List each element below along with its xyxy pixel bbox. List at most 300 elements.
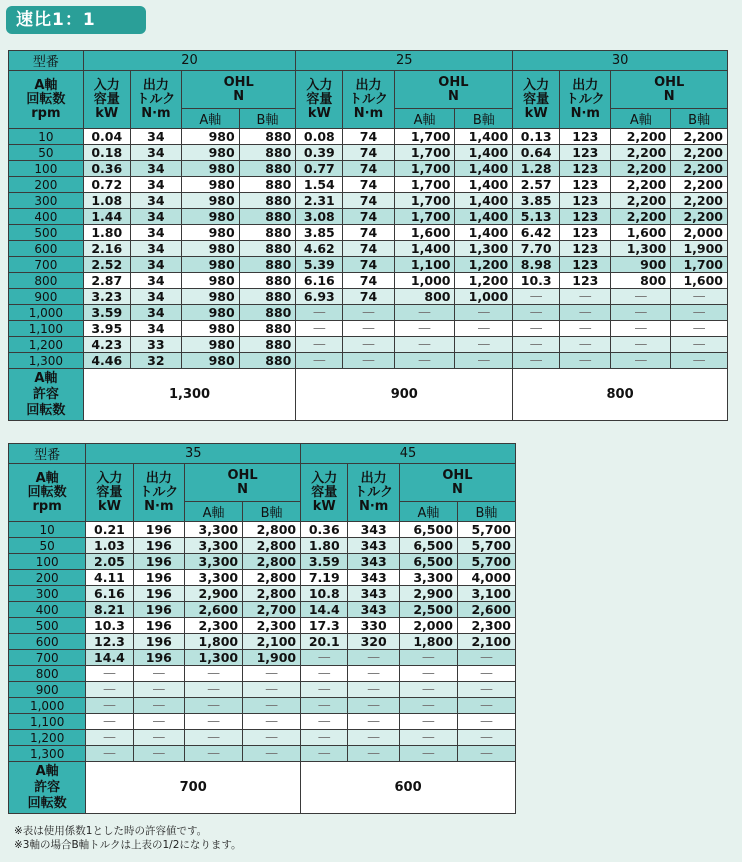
dash-cell: — (86, 698, 133, 714)
table-row (9, 554, 516, 570)
a-axis-header: A軸 (399, 502, 457, 522)
value-cell: 1,600 (611, 225, 671, 241)
a-axis-header: A軸 (611, 109, 671, 129)
value-cell: 6.16 (86, 586, 133, 602)
value-cell: 2.31 (296, 193, 343, 209)
value-cell: 1,900 (671, 241, 728, 257)
rpm-cell: 100 (9, 554, 86, 570)
dash-cell: — (611, 353, 671, 369)
value-cell: 1,400 (455, 209, 513, 225)
value-cell: 880 (239, 225, 296, 241)
value-cell: 8.98 (513, 257, 560, 273)
value-cell: 343 (348, 602, 400, 618)
value-cell: 3.85 (296, 225, 343, 241)
value-cell: 34 (130, 321, 181, 337)
dash-cell: — (671, 353, 728, 369)
value-cell: 5,700 (457, 538, 515, 554)
value-cell: 3,300 (185, 570, 243, 586)
value-cell: 2,900 (399, 586, 457, 602)
value-cell: 900 (611, 257, 671, 273)
value-cell: 2,200 (611, 129, 671, 145)
value-cell: 2,800 (243, 586, 301, 602)
value-cell: 123 (560, 193, 611, 209)
value-cell: 880 (239, 209, 296, 225)
value-cell: 2,200 (611, 145, 671, 161)
dash-cell: — (133, 698, 185, 714)
value-cell: 1,200 (455, 257, 513, 273)
table-row (9, 129, 728, 145)
value-cell: 1,700 (394, 209, 455, 225)
value-cell: 880 (239, 353, 296, 369)
value-cell: 34 (130, 177, 181, 193)
dash-cell: — (343, 321, 394, 337)
input-capacity-header: 入力 容量 kW (86, 464, 133, 522)
value-cell: 5,700 (457, 554, 515, 570)
table-row (9, 209, 728, 225)
value-cell: 196 (133, 602, 185, 618)
value-cell: 1,800 (399, 634, 457, 650)
value-cell: 34 (130, 161, 181, 177)
rpm-cell: 400 (9, 602, 86, 618)
rpm-cell: 1,200 (9, 730, 86, 746)
table-row (9, 337, 728, 353)
value-cell: 2,600 (185, 602, 243, 618)
value-cell: 34 (130, 257, 181, 273)
dash-cell: — (671, 289, 728, 305)
value-cell: 123 (560, 129, 611, 145)
dash-cell: — (560, 289, 611, 305)
dash-cell: — (399, 666, 457, 682)
dash-cell: — (348, 650, 400, 666)
value-cell: 1.80 (83, 225, 130, 241)
table-row (9, 225, 728, 241)
value-cell: 2,200 (671, 145, 728, 161)
table-row (9, 145, 728, 161)
value-cell: 1,100 (394, 257, 455, 273)
rpm-cell: 600 (9, 634, 86, 650)
value-cell: 3,100 (457, 586, 515, 602)
input-capacity-header: 入力 容量 kW (296, 71, 343, 129)
value-cell: 74 (343, 161, 394, 177)
value-cell: 6,500 (399, 554, 457, 570)
value-cell: 980 (182, 129, 240, 145)
ohl-header: OHL N (611, 71, 728, 109)
rpm-cell: 1,100 (9, 714, 86, 730)
value-cell: 330 (348, 618, 400, 634)
value-cell: 34 (130, 193, 181, 209)
value-cell: 34 (130, 225, 181, 241)
note-2: ※3軸の場合B軸トルクは上表の1/2になります。 (14, 839, 242, 851)
input-capacity-header: 入力 容量 kW (301, 464, 348, 522)
rpm-cell: 900 (9, 682, 86, 698)
value-cell: 74 (343, 225, 394, 241)
table-row (9, 161, 728, 177)
value-cell: 196 (133, 554, 185, 570)
dash-cell: — (455, 321, 513, 337)
dash-cell: — (86, 746, 133, 762)
table-row (9, 538, 516, 554)
value-cell: 1,400 (455, 145, 513, 161)
value-cell: 880 (239, 145, 296, 161)
value-cell: 2,200 (611, 209, 671, 225)
rpm-cell: 200 (9, 570, 86, 586)
dash-cell: — (301, 650, 348, 666)
table-row (9, 602, 516, 618)
value-cell: 0.08 (296, 129, 343, 145)
value-cell: 196 (133, 634, 185, 650)
value-cell: 980 (182, 241, 240, 257)
value-cell: 2,000 (399, 618, 457, 634)
value-cell: 74 (343, 273, 394, 289)
a-axis-header: A軸 (394, 109, 455, 129)
value-cell: 2,000 (671, 225, 728, 241)
dash-cell: — (394, 337, 455, 353)
dash-cell: — (133, 682, 185, 698)
table-row (9, 273, 728, 289)
dash-cell: — (399, 698, 457, 714)
dash-cell: — (611, 337, 671, 353)
dash-cell: — (301, 698, 348, 714)
value-cell: 1.08 (83, 193, 130, 209)
value-cell: 33 (130, 337, 181, 353)
dash-cell: — (671, 337, 728, 353)
allowable-rpm-label: A軸 許容 回転数 (9, 369, 84, 421)
value-cell: 0.64 (513, 145, 560, 161)
dash-cell: — (560, 337, 611, 353)
value-cell: 980 (182, 305, 240, 321)
value-cell: 123 (560, 273, 611, 289)
dash-cell: — (513, 305, 560, 321)
dash-cell: — (185, 698, 243, 714)
dash-cell: — (399, 682, 457, 698)
value-cell: 2,600 (457, 602, 515, 618)
value-cell: 2,100 (243, 634, 301, 650)
dash-cell: — (457, 650, 515, 666)
value-cell: 800 (394, 289, 455, 305)
value-cell: 5.13 (513, 209, 560, 225)
value-cell: 3,300 (185, 554, 243, 570)
value-cell: 343 (348, 570, 400, 586)
table-row (9, 570, 516, 586)
value-cell: 880 (239, 241, 296, 257)
rpm-cell: 1,300 (9, 746, 86, 762)
page-title: 速比1：1 (6, 6, 146, 34)
b-axis-header: B軸 (671, 109, 728, 129)
table-row (9, 666, 516, 682)
dash-cell: — (348, 698, 400, 714)
dash-cell: — (399, 746, 457, 762)
value-cell: 0.13 (513, 129, 560, 145)
dash-cell: — (86, 730, 133, 746)
value-cell: 196 (133, 650, 185, 666)
value-cell: 880 (239, 129, 296, 145)
value-cell: 2,300 (457, 618, 515, 634)
value-cell: 980 (182, 225, 240, 241)
a-axis-header: A軸 (182, 109, 240, 129)
value-cell: 4.23 (83, 337, 130, 353)
value-cell: 1.03 (86, 538, 133, 554)
value-cell: 123 (560, 145, 611, 161)
dash-cell: — (86, 666, 133, 682)
value-cell: 2,300 (243, 618, 301, 634)
value-cell: 2,800 (243, 522, 301, 538)
value-cell: 3.08 (296, 209, 343, 225)
value-cell: 4.11 (86, 570, 133, 586)
value-cell: 123 (560, 177, 611, 193)
rpm-cell: 50 (9, 145, 84, 161)
value-cell: 980 (182, 177, 240, 193)
b-axis-header: B軸 (243, 502, 301, 522)
dash-cell: — (185, 682, 243, 698)
value-cell: 2,200 (671, 177, 728, 193)
dash-cell: — (348, 746, 400, 762)
value-cell: 2,100 (457, 634, 515, 650)
value-cell: 1,600 (394, 225, 455, 241)
input-capacity-header: 入力 容量 kW (513, 71, 560, 129)
rpm-cell: 700 (9, 650, 86, 666)
value-cell: 0.77 (296, 161, 343, 177)
value-cell: 17.3 (301, 618, 348, 634)
value-cell: 1,300 (455, 241, 513, 257)
rpm-header: A軸 回転数 rpm (9, 464, 86, 522)
table-row (9, 586, 516, 602)
dash-cell: — (343, 337, 394, 353)
value-cell: 0.39 (296, 145, 343, 161)
rpm-cell: 50 (9, 538, 86, 554)
value-cell: 1,900 (243, 650, 301, 666)
value-cell: 34 (130, 145, 181, 161)
value-cell: 880 (239, 289, 296, 305)
dash-cell: — (185, 714, 243, 730)
dash-cell: — (671, 321, 728, 337)
dash-cell: — (243, 682, 301, 698)
input-capacity-header: 入力 容量 kW (83, 71, 130, 129)
table-row (9, 353, 728, 369)
table-row (9, 241, 728, 257)
value-cell: 880 (239, 305, 296, 321)
value-cell: 196 (133, 522, 185, 538)
dash-cell: — (455, 337, 513, 353)
value-cell: 2,800 (243, 554, 301, 570)
value-cell: 3.59 (83, 305, 130, 321)
rpm-cell: 300 (9, 193, 84, 209)
dash-cell: — (611, 289, 671, 305)
value-cell: 1,400 (394, 241, 455, 257)
value-cell: 12.3 (86, 634, 133, 650)
value-cell: 980 (182, 161, 240, 177)
value-cell: 4.46 (83, 353, 130, 369)
dash-cell: — (301, 730, 348, 746)
model-30: 30 (513, 51, 728, 71)
table-row (9, 682, 516, 698)
value-cell: 0.36 (83, 161, 130, 177)
model-label: 型番 (9, 51, 84, 71)
dash-cell: — (457, 698, 515, 714)
b-axis-header: B軸 (455, 109, 513, 129)
rpm-cell: 800 (9, 666, 86, 682)
value-cell: 34 (130, 209, 181, 225)
value-cell: 343 (348, 586, 400, 602)
dash-cell: — (457, 730, 515, 746)
dash-cell: — (301, 746, 348, 762)
dash-cell: — (243, 730, 301, 746)
value-cell: 880 (239, 321, 296, 337)
dash-cell: — (513, 289, 560, 305)
value-cell: 7.19 (301, 570, 348, 586)
value-cell: 2,800 (243, 538, 301, 554)
table-row (9, 522, 516, 538)
value-cell: 0.21 (86, 522, 133, 538)
table-row (9, 650, 516, 666)
dash-cell: — (394, 353, 455, 369)
rpm-cell: 200 (9, 177, 84, 193)
dash-cell: — (296, 321, 343, 337)
ohl-header: OHL N (399, 464, 515, 502)
value-cell: 2,800 (243, 570, 301, 586)
value-cell: 3,300 (185, 522, 243, 538)
dash-cell: — (457, 746, 515, 762)
value-cell: 1,800 (185, 634, 243, 650)
value-cell: 2,500 (399, 602, 457, 618)
value-cell: 2,200 (611, 177, 671, 193)
value-cell: 1,700 (394, 177, 455, 193)
value-cell: 2,200 (671, 209, 728, 225)
value-cell: 980 (182, 193, 240, 209)
value-cell: 1.54 (296, 177, 343, 193)
dash-cell: — (343, 353, 394, 369)
dash-cell: — (457, 714, 515, 730)
value-cell: 0.72 (83, 177, 130, 193)
value-cell: 123 (560, 161, 611, 177)
allowable-rpm-value: 900 (296, 369, 513, 421)
value-cell: 3.85 (513, 193, 560, 209)
dash-cell: — (301, 666, 348, 682)
value-cell: 196 (133, 586, 185, 602)
value-cell: 2.05 (86, 554, 133, 570)
rpm-cell: 1,100 (9, 321, 84, 337)
value-cell: 2,900 (185, 586, 243, 602)
rpm-cell: 500 (9, 225, 84, 241)
table-row (9, 746, 516, 762)
ohl-header: OHL N (185, 464, 301, 502)
dash-cell: — (348, 714, 400, 730)
value-cell: 880 (239, 257, 296, 273)
allowable-rpm-value: 700 (86, 762, 301, 814)
value-cell: 980 (182, 289, 240, 305)
table-row (9, 257, 728, 273)
value-cell: 2,200 (611, 193, 671, 209)
value-cell: 1,400 (455, 177, 513, 193)
rpm-cell: 10 (9, 522, 86, 538)
value-cell: 20.1 (301, 634, 348, 650)
table-row (9, 321, 728, 337)
dash-cell: — (185, 730, 243, 746)
value-cell: 980 (182, 209, 240, 225)
dash-cell: — (455, 353, 513, 369)
value-cell: 123 (560, 257, 611, 273)
ohl-header: OHL N (394, 71, 513, 109)
value-cell: 1,700 (394, 145, 455, 161)
allowable-rpm-value: 800 (513, 369, 728, 421)
dash-cell: — (243, 714, 301, 730)
value-cell: 8.21 (86, 602, 133, 618)
dash-cell: — (343, 305, 394, 321)
allowable-rpm-value: 600 (301, 762, 516, 814)
value-cell: 1,200 (455, 273, 513, 289)
dash-cell: — (133, 730, 185, 746)
dash-cell: — (560, 353, 611, 369)
table-row (9, 177, 728, 193)
dash-cell: — (399, 650, 457, 666)
dash-cell: — (185, 666, 243, 682)
value-cell: 14.4 (301, 602, 348, 618)
table-row (9, 305, 728, 321)
value-cell: 34 (130, 241, 181, 257)
dash-cell: — (86, 682, 133, 698)
rpm-cell: 800 (9, 273, 84, 289)
dash-cell: — (348, 730, 400, 746)
value-cell: 1,300 (611, 241, 671, 257)
dash-cell: — (394, 305, 455, 321)
value-cell: 2,200 (671, 129, 728, 145)
value-cell: 1,400 (455, 193, 513, 209)
value-cell: 74 (343, 257, 394, 273)
value-cell: 2,200 (611, 161, 671, 177)
value-cell: 6,500 (399, 522, 457, 538)
dash-cell: — (133, 666, 185, 682)
dash-cell: — (457, 682, 515, 698)
value-cell: 74 (343, 177, 394, 193)
dash-cell: — (513, 321, 560, 337)
allowable-rpm-label: A軸 許容 回転数 (9, 762, 86, 814)
spec-table-1 (8, 50, 728, 421)
dash-cell: — (296, 353, 343, 369)
value-cell: 2.57 (513, 177, 560, 193)
value-cell: 123 (560, 209, 611, 225)
ohl-header: OHL N (182, 71, 296, 109)
model-45: 45 (301, 444, 516, 464)
rpm-cell: 1,200 (9, 337, 84, 353)
rpm-cell: 300 (9, 586, 86, 602)
table-row (9, 714, 516, 730)
value-cell: 74 (343, 289, 394, 305)
value-cell: 74 (343, 145, 394, 161)
value-cell: 34 (130, 273, 181, 289)
value-cell: 4,000 (457, 570, 515, 586)
dash-cell: — (455, 305, 513, 321)
rpm-cell: 1,300 (9, 353, 84, 369)
value-cell: 1,700 (394, 193, 455, 209)
value-cell: 10.3 (86, 618, 133, 634)
value-cell: 7.70 (513, 241, 560, 257)
value-cell: 880 (239, 337, 296, 353)
value-cell: 74 (343, 241, 394, 257)
value-cell: 3.23 (83, 289, 130, 305)
value-cell: 34 (130, 305, 181, 321)
value-cell: 320 (348, 634, 400, 650)
dash-cell: — (348, 666, 400, 682)
dash-cell: — (394, 321, 455, 337)
table-row (9, 698, 516, 714)
model-label: 型番 (9, 444, 86, 464)
value-cell: 1.44 (83, 209, 130, 225)
output-torque-header: 出力 トルク N·m (343, 71, 394, 129)
value-cell: 343 (348, 538, 400, 554)
value-cell: 5,700 (457, 522, 515, 538)
value-cell: 196 (133, 570, 185, 586)
value-cell: 1,000 (394, 273, 455, 289)
value-cell: 2,300 (185, 618, 243, 634)
